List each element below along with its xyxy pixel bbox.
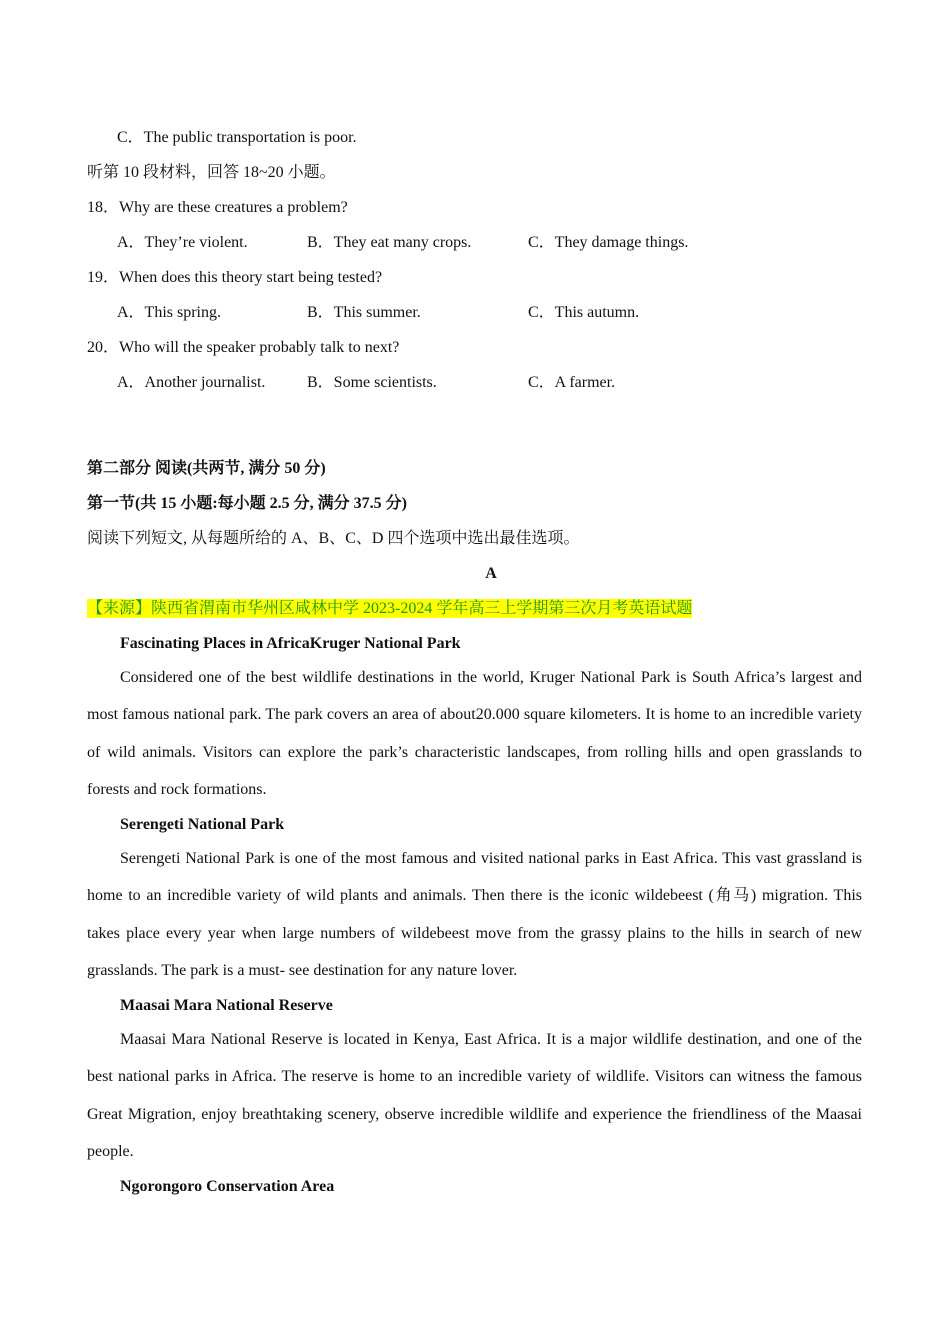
paragraph-serengeti: Serengeti National Park is one of the most famous and visited national parks in East Africa. This vast grassland is home to an incredible variety of wild plants and animals. Then there is the iconic wildebeest (角马) migration. This takes place every year when large numbers of wildebeest move from the grassy plains to the hills in search of new grasslands. The park is a must- see destination for any nature lover. [87, 850, 862, 979]
reading-section-title: 第一节(共 15 小题:每小题 2.5 分, 满分 37.5 分) [87, 495, 407, 512]
heading-ngorongoro: Ngorongoro Conservation Area [120, 1178, 335, 1195]
q19-stem: 19．When does this theory start being tested? [87, 269, 383, 286]
q19-option-c: C．This autumn. [528, 304, 640, 321]
q18-option-b: B．They eat many crops. [307, 234, 472, 251]
q20-stem: 20．Who will the speaker probably talk to next? [87, 339, 400, 356]
heading-serengeti: Serengeti National Park [120, 816, 285, 833]
paragraph-maasai: Maasai Mara National Reserve is located in Kenya, East Africa. It is a major wildlife destination, and one of the best national parks in Africa. The reserve is home to an incredible variety of wildlife. Visitors can witness the famous Great Migration, enjoy breathtaking scenery, observe incredible wildlife and experience the friendliness of the Maasai people. [87, 1031, 862, 1160]
q18-stem: 18．Why are these creatures a problem? [87, 199, 348, 216]
q18-option-c: C．They damage things. [528, 234, 689, 251]
reading-instructions: 阅读下列短文, 从每题所给的 A、B、C、D 四个选项中选出最佳选项。 [87, 530, 580, 547]
q19-option-b: B．This summer. [307, 304, 421, 321]
q20-option-a: A．Another journalist. [117, 374, 266, 391]
q20-option-b: B．Some scientists. [307, 374, 437, 391]
paragraph-kruger: Considered one of the best wildlife destinations in the world, Kruger National Park is South Africa’s largest and most famous national park. The park covers an area of about20.000 square kilometers. It is home to an incredible variety of wild animals. Visitors can explore the park’s characteristic landscapes, from rolling hills and open grasslands to forests and rock formations. [87, 669, 862, 798]
q17-option-c: C．The public transportation is poor. [117, 129, 357, 146]
reading-part-title: 第二部分 阅读(共两节, 满分 50 分) [87, 460, 326, 477]
passage-letter: A [485, 565, 497, 582]
heading-kruger: Fascinating Places in AfricaKruger National Park [120, 635, 461, 652]
source-highlight: 【来源】陕西省渭南市华州区咸林中学 2023-2024 学年高三上学期第三次月考英语试题 [87, 600, 693, 617]
heading-maasai: Maasai Mara National Reserve [120, 997, 333, 1014]
q20-option-c: C．A farmer. [528, 374, 616, 391]
source-line [87, 599, 692, 619]
q18-option-a: A．They’re violent. [117, 234, 248, 251]
listening-section-intro: 听第 10 段材料，回答 18~20 小题。 [87, 164, 336, 181]
q19-option-a: A．This spring. [117, 304, 222, 321]
